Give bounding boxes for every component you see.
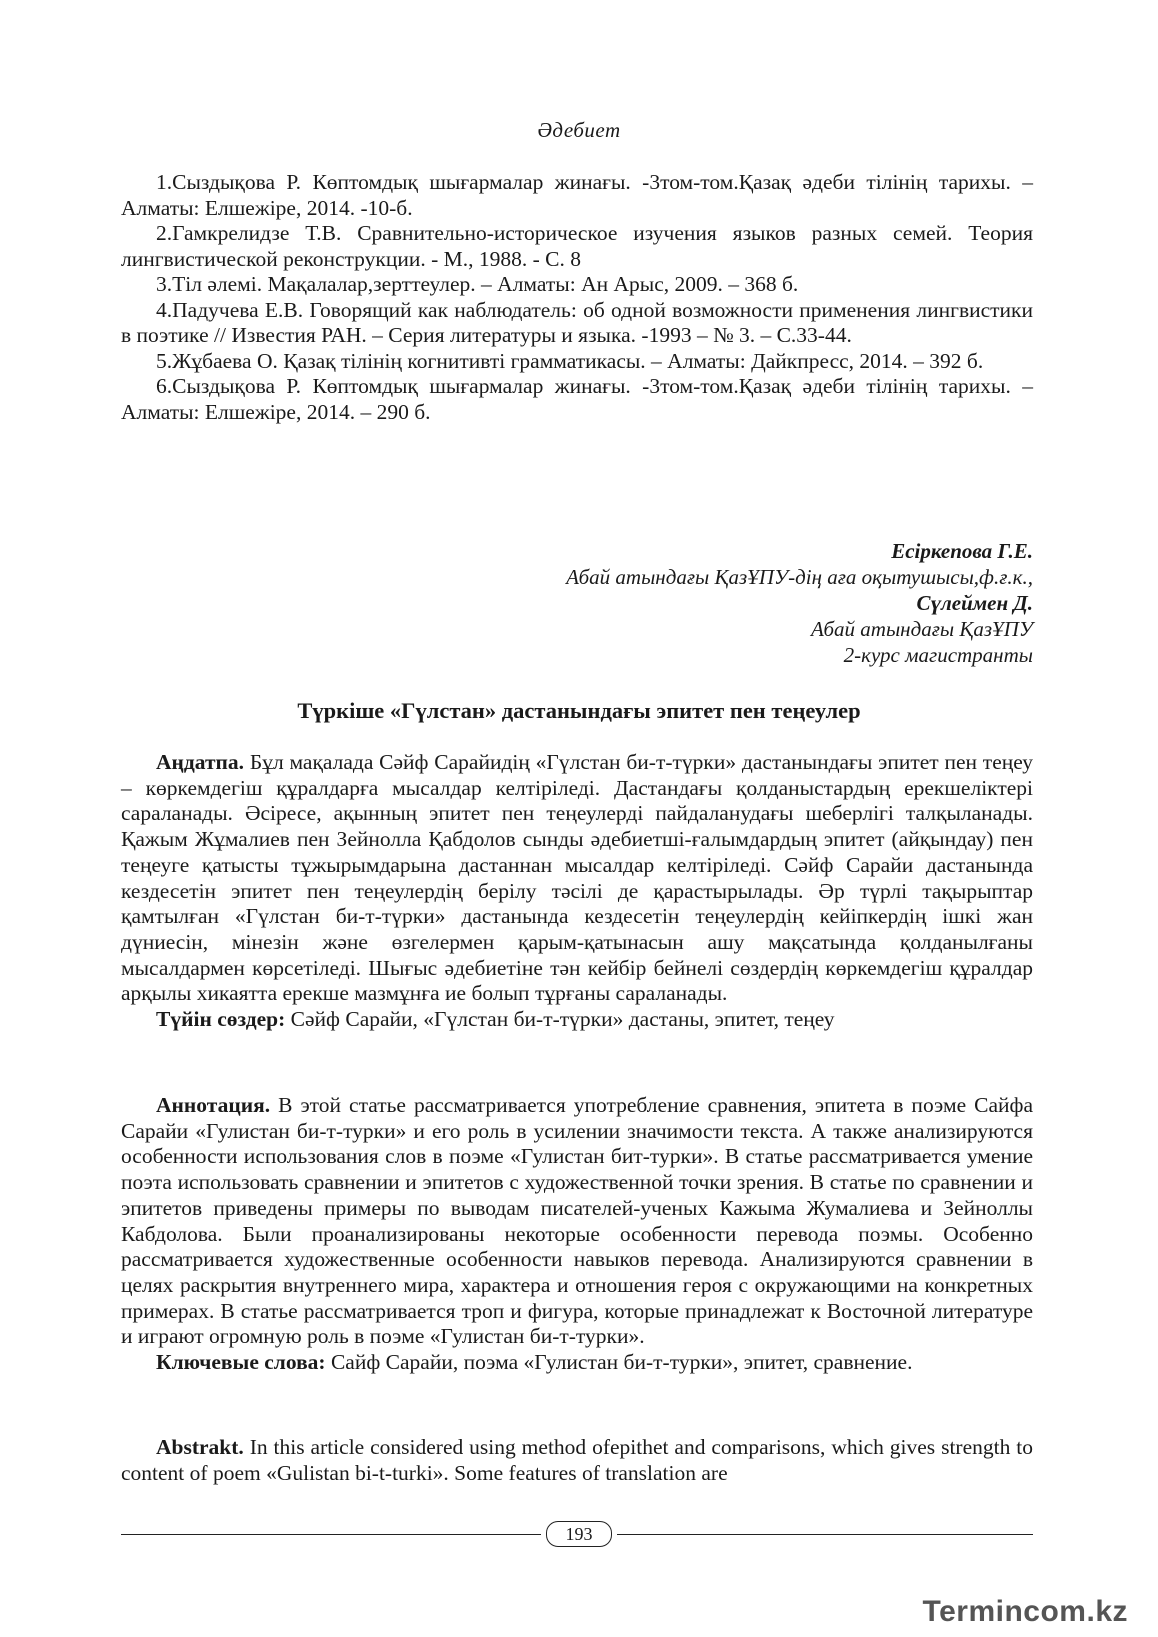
page-footer — [121, 1521, 1033, 1549]
reference-item: 4.Падучева Е.В. Говорящий как наблюдатель: об одной возможности применения лингвистики в поэтике // Известия РАН. – Серия литературы и языка. -1993 – № 3. – С.33-44. — [121, 297, 1033, 347]
author-block — [333, 538, 1033, 668]
abstract-kazakh — [121, 750, 1033, 1033]
author-affiliation: Абай атындағы ҚазҰПУ-дің аға оқытушысы,ф.ғ.к., — [566, 565, 1033, 589]
abstract-russian — [121, 1093, 1033, 1376]
author-name: Сүлеймен Д. — [916, 591, 1033, 615]
page-number: 193 — [546, 1521, 612, 1547]
keywords-text: Сайф Сарайи, поэма «Гулистан би-т-турки», эпитет, сравнение. — [325, 1350, 913, 1375]
watermark-logo: Termincom.kz — [922, 1595, 1128, 1628]
abstract-label: Аңдатпа. — [156, 750, 245, 774]
abstract-text: Бұл мақалада Сәйф Сарайидің «Гүлстан би-т-түрки» дастанындағы эпитет пен теңеу – көркемдегіш құралдарға мысалдар келтіріледі. Дастандағы қолданыстардың ерекшеліктері сараланады. Әсіресе, ақынның эпитет пен теңеулерді пайдаланудағы шеберлігі талқыланады. Қажым Жұмалиев пен Зейнолла Қабдолов сынды әдебиетші-ғалымдардың эпитет (айқындау) пен теңеуге қатысты тұжырымдарына дастаннан мысалдар келтіріледі. Сәйф Сарайи дастанында кездесетін эпитет пен теңеулердің берілу тәсілі де қарастырылады. Әр түрлі тақырыптар қамтылған «Гүлстан би-т-түрки» дастанында кездесетін теңеулердің кейіпкердің ішкі жан дүниесін, мінезін және өзгелермен қарым-қатынасын ашу мақсатында қолданылғаны мысалдармен көрсетіледі. Шығыс әдебиетіне тән кейбір бейнелі сөздердің көркемдегіш құралдар арқылы хикаятта ерекше мазмұнға ие болып тұрғаны сараланады. — [121, 750, 1033, 1006]
keywords-paragraph — [121, 1350, 1033, 1376]
abstract-paragraph — [121, 750, 1033, 1007]
footer-rule — [617, 1534, 1033, 1535]
author-affiliation: 2-курс магистранты — [843, 643, 1033, 667]
keywords-label: Түйін сөздер: — [156, 1007, 286, 1032]
section-header: Әдебиет — [537, 118, 621, 142]
keywords-paragraph — [121, 1007, 1033, 1033]
author-affiliation: Абай атындағы ҚазҰПУ — [810, 617, 1033, 641]
article-title: Түркіше «Гүлстан» дастанындағы эпитет пен теңеулер — [297, 698, 861, 723]
abstract-label: Аннотация. — [156, 1093, 271, 1117]
reference-item: 3.Тіл әлемі. Мақалалар,зерттеулер. – Алматы: Ан Арыс, 2009. – 368 б. — [156, 272, 799, 296]
author-name: Есіркепова Г.Е. — [891, 539, 1033, 563]
footer-rule — [121, 1534, 541, 1535]
reference-item: 2.Гамкрелидзе Т.В. Сравнительно-историческое изучения языков разных семей. Теория лингвистической реконструкции. - М., 1988. - С. 8 — [121, 221, 1033, 271]
reference-item: 6.Сыздықова Р. Көптомдық шығармалар жинағы. -3том-том.Қазақ әдеби тілінің тарихы. – Алматы: Елшежіре, 2014. – 290 б. — [121, 374, 1033, 424]
abstract-english — [121, 1435, 1033, 1486]
abstract-text: In this article considered using method ofepithet and comparisons, which gives strength to content of poem «Gulistan bi-t-turki». Some features of translation are — [121, 1435, 1033, 1485]
abstract-label: Abstrakt. — [156, 1435, 244, 1459]
abstract-paragraph — [121, 1435, 1033, 1486]
reference-list — [121, 170, 1033, 425]
abstract-paragraph — [121, 1093, 1033, 1350]
keywords-text: Сәйф Сарайи, «Гүлстан би-т-түрки» дастаны, эпитет, теңеу — [285, 1007, 835, 1032]
abstract-text: В этой статье рассматривается употребление сравнения, эпитета в поэме Сайфа Сарайи «Гулистан би-т-турки» и его роль в усилении значимости текста. А также анализируются особенности использования слов в поэме «Гулистан бит-турки». В статье рассматривается умение поэта использовать сравнении и эпитетов с художественной точки зрения. В статье по сравнении и эпитетов приведены примеры по выводам писателей-ученых Кажыма Жумалиева и Зейноллы Кабдолова. Были проанализированы некоторые особенности перевода поэмы. Особенно рассматривается художественные особенности навыков перевода. Анализируются сравнении в целях раскрытия внутреннего мира, характера и отношения героя с окружающими на конкретных примерах. В статье рассматривается троп и фигура, которые принадлежат к Восточной литературе и играют огромную роль в поэме «Гулистан би-т-турки». — [121, 1093, 1033, 1349]
reference-item: 1.Сыздықова Р. Көптомдық шығармалар жинағы. -3том-том.Қазақ әдеби тілінің тарихы. – Алматы: Елшежіре, 2014. -10-б. — [121, 170, 1033, 220]
keywords-label: Ключевые слова: — [156, 1350, 326, 1375]
reference-item: 5.Жұбаева О. Қазақ тілінің когнитивті грамматикасы. – Алматы: Дайкпресс, 2014. – 392 б. — [156, 348, 984, 373]
